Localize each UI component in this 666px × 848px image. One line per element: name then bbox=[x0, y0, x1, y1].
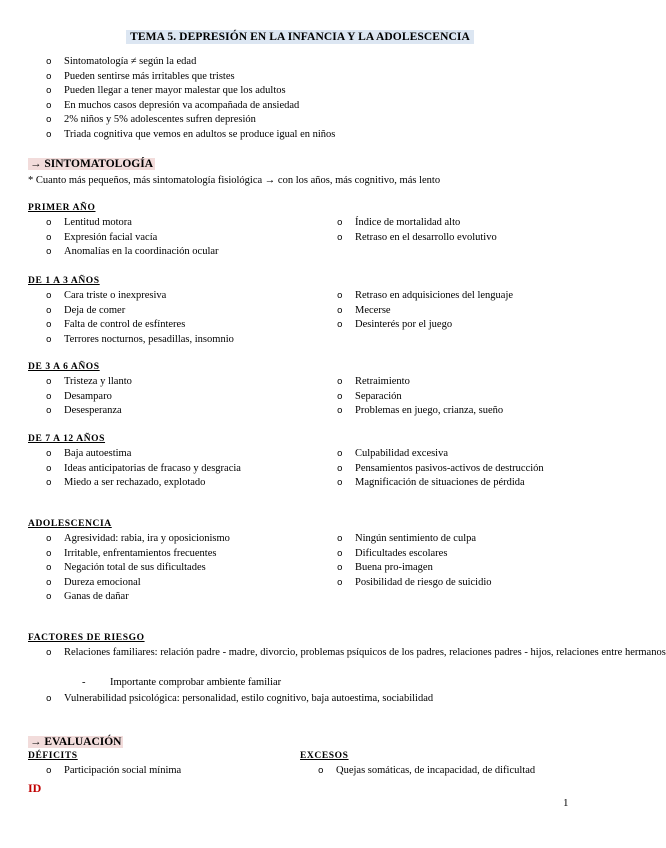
adolescencia-left-list bbox=[46, 532, 230, 605]
de-1-a-3-right-list bbox=[337, 289, 513, 333]
sub-list-item: - Importante comprobar ambiente familiar bbox=[34, 676, 281, 691]
list-item: o Agresividad: rabia, ira y oposicionismo bbox=[46, 532, 230, 547]
list-item: o Mecerse bbox=[337, 304, 513, 319]
section-heading-text: → SINTOMATOLOGÍA bbox=[30, 158, 154, 170]
factores-list bbox=[46, 646, 666, 661]
list-item: o Triada cognitiva que vemos en adultos se produce igual en niños bbox=[46, 128, 335, 143]
list-item: o Magnificación de situaciones de pérdida bbox=[337, 476, 544, 491]
section-heading-sintomatologia bbox=[28, 158, 155, 170]
list-item: o Pueden llegar a tener mayor malestar que los adultos bbox=[46, 84, 335, 99]
list-item: o Lentitud motora bbox=[46, 216, 219, 231]
list-item: o Retraso en adquisiciones del lenguaje bbox=[337, 289, 513, 304]
list-item: o Separación bbox=[337, 390, 503, 405]
section-heading-text: → EVALUACIÓN bbox=[30, 736, 122, 748]
list-item: o Ningún sentimiento de culpa bbox=[337, 532, 492, 547]
list-item: o Pueden sentirse más irritables que tristes bbox=[46, 70, 335, 85]
list-item: o Negación total de sus dificultades bbox=[46, 561, 230, 576]
list-item: o Participación social mínima bbox=[46, 764, 181, 779]
list-item: o Problemas en juego, crianza, sueño bbox=[337, 404, 503, 419]
list-item: o Irritable, enfrentamientos frecuentes bbox=[46, 547, 230, 562]
list-item: o Terrores nocturnos, pesadillas, insomnio bbox=[46, 333, 234, 348]
list-item: o Vulnerabilidad psicológica: personalidad, estilo cognitivo, baja autoestima, sociabilidad bbox=[46, 692, 433, 707]
list-item: o Dureza emocional bbox=[46, 576, 230, 591]
primer-ano-right-list bbox=[337, 216, 497, 245]
list-item: o Posibilidad de riesgo de suicidio bbox=[337, 576, 492, 591]
list-item: o Retraso en el desarrollo evolutivo bbox=[337, 231, 497, 246]
adolescencia-right-list bbox=[337, 532, 492, 590]
page-title-text: TEMA 5. DEPRESIÓN EN LA INFANCIA Y LA ADOLESCENCIA bbox=[126, 30, 474, 44]
list-item: o Falta de control de esfínteres bbox=[46, 318, 234, 333]
subheading-1-a-3: DE 1 A 3 AÑOS bbox=[28, 276, 100, 286]
list-item-text: Relaciones familiares: relación padre - madre, divorcio, problemas psíquicos de los padres, relaciones padres - hijos, relaciones entre hermanos bbox=[64, 647, 666, 658]
list-item: o Pensamientos pasivos-activos de destrucción bbox=[337, 462, 544, 477]
list-item: o Ideas anticipatorias de fracaso y desgracia bbox=[46, 462, 241, 477]
list-item: o En muchos casos depresión va acompañada de ansiedad bbox=[46, 99, 335, 114]
list-item: o 2% niños y 5% adolescentes sufren depresión bbox=[46, 113, 335, 128]
primer-ano-left-list bbox=[46, 216, 219, 260]
list-item: o Desinterés por el juego bbox=[337, 318, 513, 333]
subheading-deficits: DÉFICITS bbox=[28, 751, 78, 761]
list-item: o Desesperanza bbox=[46, 404, 132, 419]
deficits-list bbox=[46, 764, 181, 779]
subheading-3-a-6: DE 3 A 6 AÑOS bbox=[28, 362, 100, 372]
intro-list bbox=[46, 55, 335, 143]
list-item: o Índice de mortalidad alto bbox=[337, 216, 497, 231]
list-item: o Baja autoestima bbox=[46, 447, 241, 462]
subheading-factores-de-riesgo: FACTORES DE RIESGO bbox=[28, 633, 145, 643]
subheading-adolescencia: ADOLESCENCIA bbox=[28, 519, 112, 529]
page-title bbox=[0, 27, 600, 45]
list-item: o Ganas de dañar bbox=[46, 590, 230, 605]
sintomatologia-note: * Cuanto más pequeños, más sintomatología fisiológica → con los años, más cognitivo, más lento bbox=[28, 175, 441, 186]
id-mark: ID bbox=[28, 781, 42, 795]
de-7-a-12-right-list bbox=[337, 447, 544, 491]
list-item: o Desamparo bbox=[46, 390, 132, 405]
subheading-primer-ano: PRIMER AÑO bbox=[28, 203, 96, 213]
list-item: o Quejas somáticas, de incapacidad, de dificultad bbox=[318, 764, 535, 779]
list-item: o Expresión facial vacía bbox=[46, 231, 219, 246]
list-item: o Tristeza y llanto bbox=[46, 375, 132, 390]
de-3-a-6-left-list bbox=[46, 375, 132, 419]
list-item bbox=[46, 646, 666, 661]
list-item: o Deja de comer bbox=[46, 304, 234, 319]
excesos-list bbox=[318, 764, 535, 779]
subheading-7-a-12: DE 7 A 12 AÑOS bbox=[28, 434, 106, 444]
list-item: o Cara triste o inexpresiva bbox=[46, 289, 234, 304]
list-item: o Anomalías en la coordinación ocular bbox=[46, 245, 219, 260]
de-3-a-6-right-list bbox=[337, 375, 503, 419]
list-item: o Buena pro-imagen bbox=[337, 561, 492, 576]
subheading-excesos: EXCESOS bbox=[300, 751, 349, 761]
de-7-a-12-left-list bbox=[46, 447, 241, 491]
list-item: o Retraimiento bbox=[337, 375, 503, 390]
factores-list-2 bbox=[46, 692, 433, 707]
de-1-a-3-left-list bbox=[46, 289, 234, 347]
list-item: o Culpabilidad excesiva bbox=[337, 447, 544, 462]
list-item: o Sintomatología ≠ según la edad bbox=[46, 55, 335, 70]
section-heading-evaluacion bbox=[28, 736, 123, 748]
page-number: 1 bbox=[563, 797, 569, 809]
list-item: o Dificultades escolares bbox=[337, 547, 492, 562]
list-item: o Miedo a ser rechazado, explotado bbox=[46, 476, 241, 491]
